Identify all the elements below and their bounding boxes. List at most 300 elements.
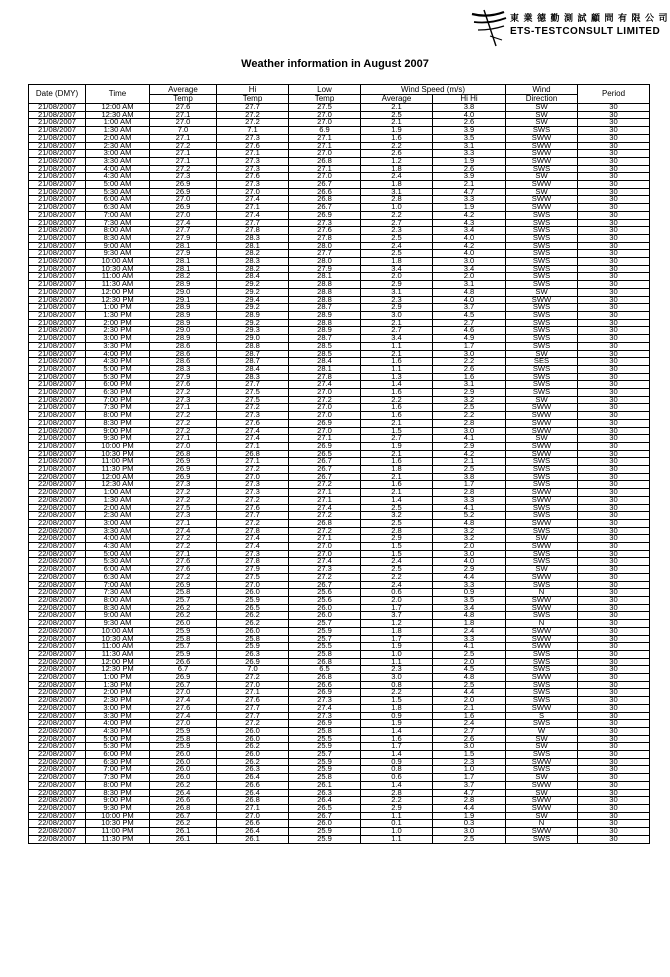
cell-time: 3:00 PM [86,704,150,712]
cell-time: 2:30 AM [86,142,150,150]
cell-avg-temp: 28.1 [150,265,217,273]
cell-avg-temp: 28.6 [150,350,217,358]
cell-wind-avg: 1.9 [361,643,433,651]
table-row [29,635,650,643]
cell-wind-direction: SWW [506,674,578,682]
cell-wind-hi: 4.4 [433,804,506,812]
cell-time: 1:30 PM [86,681,150,689]
cell-hi-temp: 26.2 [217,612,289,620]
cell-wind-hi: 3.8 [433,104,506,112]
col-header-wind-direction: Wind [506,85,578,95]
company-name-english: ETS-TESTCONSULT LIMITED [510,26,661,37]
cell-wind-avg: 1.7 [361,743,433,751]
cell-avg-temp: 28.9 [150,304,217,312]
cell-period: 30 [578,674,650,682]
cell-wind-hi: 1.0 [433,766,506,774]
cell-avg-temp: 27.9 [150,250,217,258]
cell-wind-avg: 2.4 [361,242,433,250]
cell-time: 1:30 PM [86,311,150,319]
cell-low-temp: 26.8 [289,519,361,527]
cell-time: 8:00 PM [86,781,150,789]
cell-hi-temp: 26.3 [217,766,289,774]
table-row [29,612,650,620]
cell-low-temp: 27.0 [289,173,361,181]
cell-hi-temp: 27.9 [217,566,289,574]
table-row [29,828,650,836]
cell-wind-hi: 3.5 [433,597,506,605]
cell-date: 22/08/2007 [29,543,86,551]
cell-hi-temp: 29.4 [217,296,289,304]
cell-low-temp: 27.9 [289,265,361,273]
cell-avg-temp: 27.0 [150,211,217,219]
cell-period: 30 [578,758,650,766]
cell-wind-hi: 3.8 [433,473,506,481]
cell-wind-hi: 2.9 [433,442,506,450]
table-row [29,804,650,812]
cell-avg-temp: 27.0 [150,119,217,127]
cell-wind-direction: SW [506,188,578,196]
cell-wind-hi: 3.4 [433,227,506,235]
cell-period: 30 [578,689,650,697]
table-row [29,396,650,404]
cell-low-temp: 26.6 [289,681,361,689]
cell-period: 30 [578,658,650,666]
cell-wind-avg: 1.9 [361,442,433,450]
cell-wind-direction: SWW [506,450,578,458]
cell-date: 22/08/2007 [29,612,86,620]
cell-wind-hi: 3.4 [433,265,506,273]
col-subheader-hi-temp: Temp [217,95,289,104]
cell-wind-hi: 3.7 [433,304,506,312]
cell-low-temp: 28.5 [289,342,361,350]
cell-avg-temp: 26.6 [150,797,217,805]
cell-hi-temp: 25.9 [217,643,289,651]
cell-hi-temp: 27.7 [217,704,289,712]
cell-hi-temp: 28.4 [217,365,289,373]
table-row [29,604,650,612]
cell-avg-temp: 27.0 [150,196,217,204]
cell-wind-hi: 2.4 [433,720,506,728]
cell-hi-temp: 29.0 [217,335,289,343]
cell-time: 3:30 PM [86,712,150,720]
cell-wind-avg: 2.5 [361,504,433,512]
cell-hi-temp: 27.6 [217,173,289,181]
cell-date: 22/08/2007 [29,751,86,759]
cell-wind-direction: SWS [506,335,578,343]
cell-wind-hi: 2.6 [433,365,506,373]
cell-low-temp: 28.1 [289,365,361,373]
cell-period: 30 [578,157,650,165]
cell-time: 11:00 AM [86,643,150,651]
cell-avg-temp: 28.6 [150,342,217,350]
cell-wind-direction: SWW [506,412,578,420]
cell-time: 5:00 AM [86,181,150,189]
cell-avg-temp: 27.3 [150,396,217,404]
cell-date: 21/08/2007 [29,358,86,366]
cell-wind-hi: 3.1 [433,281,506,289]
cell-wind-avg: 2.5 [361,566,433,574]
cell-hi-temp: 27.5 [217,396,289,404]
cell-time: 11:30 PM [86,835,150,843]
cell-wind-direction: SW [506,743,578,751]
cell-wind-avg: 3.1 [361,288,433,296]
cell-period: 30 [578,489,650,497]
cell-date: 22/08/2007 [29,643,86,651]
cell-wind-avg: 2.2 [361,797,433,805]
cell-wind-direction: SWS [506,281,578,289]
cell-period: 30 [578,419,650,427]
cell-hi-temp: 27.1 [217,804,289,812]
cell-wind-direction: S [506,712,578,720]
cell-low-temp: 26.5 [289,450,361,458]
cell-low-temp: 26.9 [289,442,361,450]
cell-hi-temp: 27.8 [217,558,289,566]
cell-date: 22/08/2007 [29,527,86,535]
cell-low-temp: 26.9 [289,211,361,219]
cell-hi-temp: 27.2 [217,119,289,127]
table-row [29,627,650,635]
cell-time: 5:30 PM [86,373,150,381]
cell-avg-temp: 26.7 [150,812,217,820]
cell-wind-avg: 1.6 [361,412,433,420]
cell-avg-temp: 25.9 [150,627,217,635]
table-row [29,381,650,389]
cell-wind-avg: 3.0 [361,311,433,319]
cell-wind-direction: SW [506,735,578,743]
cell-period: 30 [578,535,650,543]
cell-date: 22/08/2007 [29,496,86,504]
cell-wind-hi: 3.3 [433,496,506,504]
cell-date: 22/08/2007 [29,735,86,743]
table-row [29,712,650,720]
cell-wind-hi: 3.2 [433,527,506,535]
cell-period: 30 [578,119,650,127]
cell-period: 30 [578,612,650,620]
cell-avg-temp: 26.1 [150,828,217,836]
cell-hi-temp: 27.2 [217,519,289,527]
table-row [29,473,650,481]
cell-wind-direction: SWS [506,666,578,674]
cell-low-temp: 26.3 [289,789,361,797]
cell-hi-temp: 27.6 [217,142,289,150]
cell-low-temp: 26.4 [289,797,361,805]
cell-wind-direction: SW [506,812,578,820]
cell-period: 30 [578,111,650,119]
cell-hi-temp: 28.7 [217,358,289,366]
table-row [29,234,650,242]
cell-low-temp: 26.7 [289,204,361,212]
cell-wind-avg: 1.0 [361,204,433,212]
cell-wind-direction: SWS [506,681,578,689]
cell-time: 10:30 AM [86,265,150,273]
cell-time: 2:00 PM [86,319,150,327]
cell-hi-temp: 27.4 [217,196,289,204]
cell-date: 22/08/2007 [29,666,86,674]
cell-time: 4:00 PM [86,350,150,358]
cell-low-temp: 28.1 [289,273,361,281]
cell-wind-avg: 2.6 [361,150,433,158]
cell-hi-temp: 26.0 [217,589,289,597]
cell-date: 21/08/2007 [29,142,86,150]
cell-wind-hi: 1.6 [433,373,506,381]
cell-time: 4:00 AM [86,165,150,173]
cell-hi-temp: 28.9 [217,311,289,319]
cell-avg-temp: 28.1 [150,242,217,250]
cell-date: 21/08/2007 [29,258,86,266]
col-header-period: Period [578,85,650,104]
cell-time: 11:00 PM [86,458,150,466]
cell-hi-temp: 26.3 [217,650,289,658]
cell-avg-temp: 26.9 [150,188,217,196]
cell-low-temp: 27.1 [289,435,361,443]
cell-wind-hi: 1.9 [433,812,506,820]
cell-time: 6:30 PM [86,389,150,397]
cell-low-temp: 28.0 [289,242,361,250]
page-title: Weather information in August 2007 [241,58,429,70]
cell-wind-avg: 2.7 [361,435,433,443]
cell-wind-hi: 4.5 [433,311,506,319]
col-subheader-wind-hi: Hi Hi [433,95,506,104]
cell-wind-direction: SWS [506,319,578,327]
cell-wind-hi: 3.2 [433,396,506,404]
cell-low-temp: 27.2 [289,396,361,404]
cell-wind-direction: SWW [506,758,578,766]
cell-avg-temp: 28.6 [150,358,217,366]
table-row [29,689,650,697]
cell-avg-temp: 27.6 [150,104,217,112]
cell-period: 30 [578,812,650,820]
cell-low-temp: 27.6 [289,227,361,235]
cell-date: 22/08/2007 [29,697,86,705]
table-row [29,581,650,589]
cell-wind-avg: 2.1 [361,319,433,327]
cell-hi-temp: 27.4 [217,535,289,543]
cell-wind-hi: 4.8 [433,519,506,527]
cell-wind-direction: SWS [506,697,578,705]
cell-date: 21/08/2007 [29,273,86,281]
cell-wind-avg: 2.3 [361,666,433,674]
table-row [29,134,650,142]
cell-period: 30 [578,828,650,836]
cell-wind-direction: SWS [506,466,578,474]
cell-avg-temp: 26.2 [150,781,217,789]
cell-wind-direction: SWS [506,234,578,242]
cell-wind-avg: 3.7 [361,612,433,620]
cell-wind-avg: 0.8 [361,681,433,689]
cell-wind-avg: 2.0 [361,273,433,281]
cell-avg-temp: 27.1 [150,550,217,558]
cell-avg-temp: 25.7 [150,597,217,605]
cell-avg-temp: 26.1 [150,835,217,843]
cell-avg-temp: 27.3 [150,512,217,520]
cell-date: 22/08/2007 [29,489,86,497]
cell-avg-temp: 28.9 [150,335,217,343]
cell-avg-temp: 7.0 [150,127,217,135]
cell-period: 30 [578,581,650,589]
cell-period: 30 [578,720,650,728]
cell-wind-direction: SWW [506,519,578,527]
cell-hi-temp: 27.1 [217,150,289,158]
cell-low-temp: 27.2 [289,481,361,489]
cell-wind-avg: 3.0 [361,674,433,682]
table-body [29,104,650,844]
table-row [29,481,650,489]
table-row [29,127,650,135]
cell-time: 5:00 AM [86,550,150,558]
cell-period: 30 [578,781,650,789]
cell-avg-temp: 26.0 [150,620,217,628]
cell-avg-temp: 28.9 [150,281,217,289]
cell-avg-temp: 27.4 [150,697,217,705]
cell-time: 11:00 PM [86,828,150,836]
cell-avg-temp: 27.1 [150,404,217,412]
cell-hi-temp: 26.2 [217,758,289,766]
cell-hi-temp: 27.3 [217,134,289,142]
cell-date: 21/08/2007 [29,450,86,458]
cell-avg-temp: 26.0 [150,751,217,759]
cell-time: 9:00 PM [86,427,150,435]
table-row [29,566,650,574]
cell-hi-temp: 26.5 [217,604,289,612]
cell-avg-temp: 28.2 [150,273,217,281]
table-row [29,697,650,705]
cell-date: 21/08/2007 [29,104,86,112]
cell-date: 22/08/2007 [29,789,86,797]
cell-period: 30 [578,196,650,204]
cell-wind-hi: 2.1 [433,181,506,189]
cell-avg-temp: 26.9 [150,581,217,589]
cell-wind-hi: 3.9 [433,127,506,135]
table-row [29,489,650,497]
cell-wind-direction: SWS [506,250,578,258]
cell-date: 22/08/2007 [29,689,86,697]
cell-wind-avg: 3.4 [361,265,433,273]
cell-wind-hi: 4.0 [433,111,506,119]
cell-low-temp: 25.6 [289,589,361,597]
cell-avg-temp: 27.1 [150,157,217,165]
cell-time: 4:30 PM [86,358,150,366]
cell-date: 21/08/2007 [29,265,86,273]
cell-wind-avg: 2.2 [361,142,433,150]
cell-wind-direction: SWS [506,273,578,281]
table-row [29,442,650,450]
cell-period: 30 [578,496,650,504]
cell-low-temp: 27.5 [289,104,361,112]
cell-period: 30 [578,311,650,319]
cell-wind-hi: 4.0 [433,296,506,304]
cell-time: 9:30 AM [86,620,150,628]
cell-low-temp: 27.1 [289,142,361,150]
cell-hi-temp: 26.2 [217,743,289,751]
cell-wind-direction: SWW [506,296,578,304]
table-row [29,157,650,165]
cell-low-temp: 27.0 [289,543,361,551]
table-row [29,219,650,227]
cell-hi-temp: 27.2 [217,466,289,474]
cell-time: 4:30 AM [86,173,150,181]
cell-time: 6:30 AM [86,573,150,581]
cell-avg-temp: 27.2 [150,573,217,581]
cell-wind-hi: 3.7 [433,781,506,789]
cell-low-temp: 27.4 [289,381,361,389]
cell-hi-temp: 25.9 [217,597,289,605]
cell-wind-direction: SWW [506,134,578,142]
cell-wind-hi: 3.5 [433,134,506,142]
cell-date: 22/08/2007 [29,519,86,527]
cell-wind-hi: 4.2 [433,450,506,458]
cell-wind-hi: 2.6 [433,735,506,743]
cell-time: 11:30 PM [86,466,150,474]
cell-avg-temp: 27.0 [150,442,217,450]
cell-period: 30 [578,751,650,759]
cell-date: 21/08/2007 [29,427,86,435]
cell-time: 8:30 PM [86,419,150,427]
cell-wind-direction: SWW [506,627,578,635]
cell-wind-direction: SWS [506,365,578,373]
cell-time: 3:30 AM [86,527,150,535]
cell-time: 11:30 AM [86,650,150,658]
cell-wind-direction: SWS [506,581,578,589]
cell-period: 30 [578,727,650,735]
cell-wind-avg: 2.5 [361,234,433,242]
cell-wind-direction: SWS [506,242,578,250]
table-row [29,342,650,350]
table-row [29,735,650,743]
cell-wind-avg: 1.1 [361,812,433,820]
cell-wind-avg: 0.9 [361,758,433,766]
cell-time: 9:00 AM [86,612,150,620]
cell-date: 21/08/2007 [29,435,86,443]
table-row [29,758,650,766]
company-name-chinese: 東 業 德 勤 測 試 顧 問 有 限 公 司 [510,13,669,23]
cell-wind-direction: SWW [506,573,578,581]
cell-wind-hi: 2.0 [433,543,506,551]
cell-date: 22/08/2007 [29,681,86,689]
cell-date: 22/08/2007 [29,573,86,581]
table-row [29,597,650,605]
cell-wind-direction: SWS [506,504,578,512]
cell-low-temp: 25.8 [289,774,361,782]
cell-avg-temp: 28.9 [150,311,217,319]
cell-time: 7:30 PM [86,774,150,782]
cell-avg-temp: 25.8 [150,589,217,597]
cell-low-temp: 26.7 [289,812,361,820]
cell-period: 30 [578,458,650,466]
table-row [29,543,650,551]
cell-low-temp: 26.0 [289,612,361,620]
cell-wind-avg: 3.4 [361,335,433,343]
cell-date: 22/08/2007 [29,781,86,789]
cell-wind-direction: SWS [506,258,578,266]
table-row [29,258,650,266]
cell-avg-temp: 27.2 [150,535,217,543]
cell-wind-direction: SWS [506,458,578,466]
cell-wind-direction: SWS [506,211,578,219]
cell-date: 21/08/2007 [29,373,86,381]
cell-period: 30 [578,527,650,535]
cell-wind-avg: 1.7 [361,635,433,643]
table-row [29,311,650,319]
cell-time: 1:00 PM [86,304,150,312]
cell-avg-temp: 27.0 [150,720,217,728]
cell-wind-hi: 3.4 [433,604,506,612]
cell-hi-temp: 27.8 [217,527,289,535]
cell-time: 5:00 PM [86,365,150,373]
cell-wind-hi: 4.8 [433,612,506,620]
table-row [29,281,650,289]
cell-period: 30 [578,389,650,397]
cell-avg-temp: 27.9 [150,234,217,242]
